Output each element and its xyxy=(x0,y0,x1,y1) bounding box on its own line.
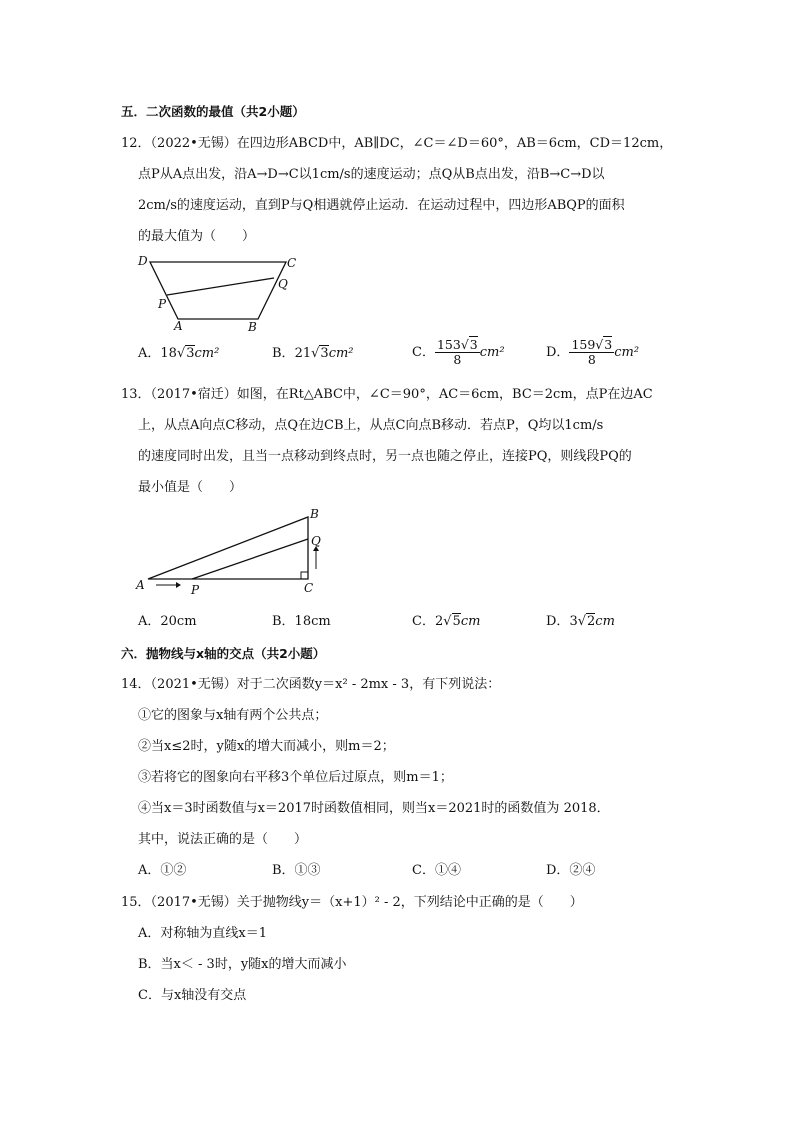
fraction: $\frac{153√3}{8}$ xyxy=(436,337,478,367)
option-d[interactable]: D．②④ xyxy=(546,863,596,878)
question-line: 点P从A点出发，沿A→D→C以1cm/s的速度运动；点Q从B点出发，沿B→C→D以 xyxy=(138,167,605,182)
label-q: Q xyxy=(311,534,321,548)
option-label: D． xyxy=(546,614,570,629)
question-line: 的最大值为（ ） xyxy=(138,229,256,244)
coefficient: 18 xyxy=(160,346,177,361)
coefficient: 3 xyxy=(569,614,578,629)
option-label: C． xyxy=(412,614,435,629)
radicand: 2 xyxy=(587,614,596,629)
coefficient: 153 xyxy=(436,337,461,352)
question-line: 最小值是（ ） xyxy=(138,480,243,495)
option-label: C． xyxy=(412,345,435,360)
unit: cm² xyxy=(194,346,220,361)
option-c[interactable]: C．与x轴没有交点 xyxy=(138,988,247,1003)
trapezoid-figure xyxy=(130,250,310,340)
option-b[interactable]: B．①③ xyxy=(272,863,321,878)
section-title: 六．抛物线与x轴的交点（共2小题） xyxy=(121,646,326,661)
option-a[interactable]: A．对称轴为直线x＝1 xyxy=(138,926,267,941)
statement-item: ④当x＝3时函数值与x＝2017时函数值相同，则当x＝2021时的函数值为 2018． xyxy=(138,801,610,816)
label-b: B xyxy=(248,320,257,334)
option-d[interactable] xyxy=(546,338,639,367)
question-line: 2cm/s的速度运动，直到P与Q相遇就停止运动．在运动过程中，四边形ABQP的面积 xyxy=(138,198,625,213)
trapezoid-outline xyxy=(150,262,286,319)
denominator: 8 xyxy=(453,352,462,367)
radicand: 3 xyxy=(186,346,195,361)
option-b[interactable]: B．当x＜ - 3时，y随x的增大而减小 xyxy=(138,957,347,972)
denominator: 8 xyxy=(587,352,596,367)
question-line: 12．（2022•无锡）在四边形ABCD中，AB∥DC，∠C＝∠D＝60°，AB＝6cm，CD＝12cm， xyxy=(121,136,673,151)
radicand: 3 xyxy=(320,346,329,361)
option-label: D． xyxy=(546,345,570,360)
option-a[interactable]: A．20cm xyxy=(138,614,197,629)
option-label: A． xyxy=(138,346,161,361)
fraction: $\frac{159√3}{8}$ xyxy=(571,337,613,367)
coefficient: 21 xyxy=(294,346,312,361)
option-b[interactable]: B．21√3cm² xyxy=(272,346,354,361)
radicand: 3 xyxy=(604,337,613,352)
radicand: 5 xyxy=(452,614,461,629)
question-line: 14．（2021•无锡）对于二次函数y＝x² - 2mx - 3，有下列说法： xyxy=(121,677,501,692)
question-line: 15．（2017•无锡）关于抛物线y＝（x+1）² - 2，下列结论中正确的是（ ） xyxy=(121,895,583,910)
radicand: 3 xyxy=(469,337,478,352)
section-title: 五．二次函数的最值（共2小题） xyxy=(121,104,305,119)
label-q: Q xyxy=(278,277,288,291)
label-a: A xyxy=(174,319,183,333)
right-angle-mark xyxy=(301,572,308,579)
label-p: P xyxy=(191,583,200,597)
label-a: A xyxy=(136,578,145,592)
option-d[interactable]: D．3√2cm xyxy=(546,614,615,629)
arrowhead-right xyxy=(176,582,181,588)
statement-item: ③若将它的图象向右平移3个单位后过原点，则m＝1； xyxy=(138,770,453,785)
coefficient: 159 xyxy=(571,337,596,352)
option-a[interactable]: A．18√3cm² xyxy=(138,346,220,361)
option-label: B． xyxy=(272,346,295,361)
coefficient: 2 xyxy=(434,614,444,629)
unit: cm xyxy=(460,614,481,629)
unit: cm² xyxy=(614,345,640,360)
segment-pq xyxy=(192,539,308,579)
segment-pq xyxy=(167,278,274,295)
option-c[interactable]: C．2√5cm xyxy=(412,614,481,629)
question-line: 上，从点A向点C移动，点Q在边CB上，从点C向点B移动．若点P，Q均以1cm/s xyxy=(138,418,604,433)
label-c: C xyxy=(304,581,314,595)
question-line: 的速度同时出发，且当一点移动到终点时，另一点也随之停止，连接PQ，则线段PQ的 xyxy=(138,449,632,464)
option-b[interactable]: B．18cm xyxy=(272,614,331,629)
label-c: C xyxy=(287,256,297,270)
label-d: D xyxy=(138,254,148,268)
unit: cm² xyxy=(479,345,505,360)
option-c[interactable] xyxy=(412,338,505,367)
triangle-outline xyxy=(148,517,308,579)
question-line: 13．（2017•宿迁）如图，在Rt△ABC中，∠C＝90°，AC＝6cm，BC＝2cm，点P在边AC xyxy=(121,387,653,402)
label-p: P xyxy=(158,297,167,311)
question-line: 其中，说法正确的是（ ） xyxy=(138,832,308,847)
statement-item: ①它的图象与x轴有两个公共点； xyxy=(138,708,328,723)
label-b: B xyxy=(310,507,319,521)
statement-item: ②当x≤2时，y随x的增大而减小，则m＝2； xyxy=(138,739,395,754)
unit: cm² xyxy=(328,346,354,361)
option-a[interactable]: A．①② xyxy=(138,863,187,878)
option-c[interactable]: C．①④ xyxy=(412,863,461,878)
unit: cm xyxy=(595,614,615,629)
right-triangle-figure xyxy=(130,503,330,598)
